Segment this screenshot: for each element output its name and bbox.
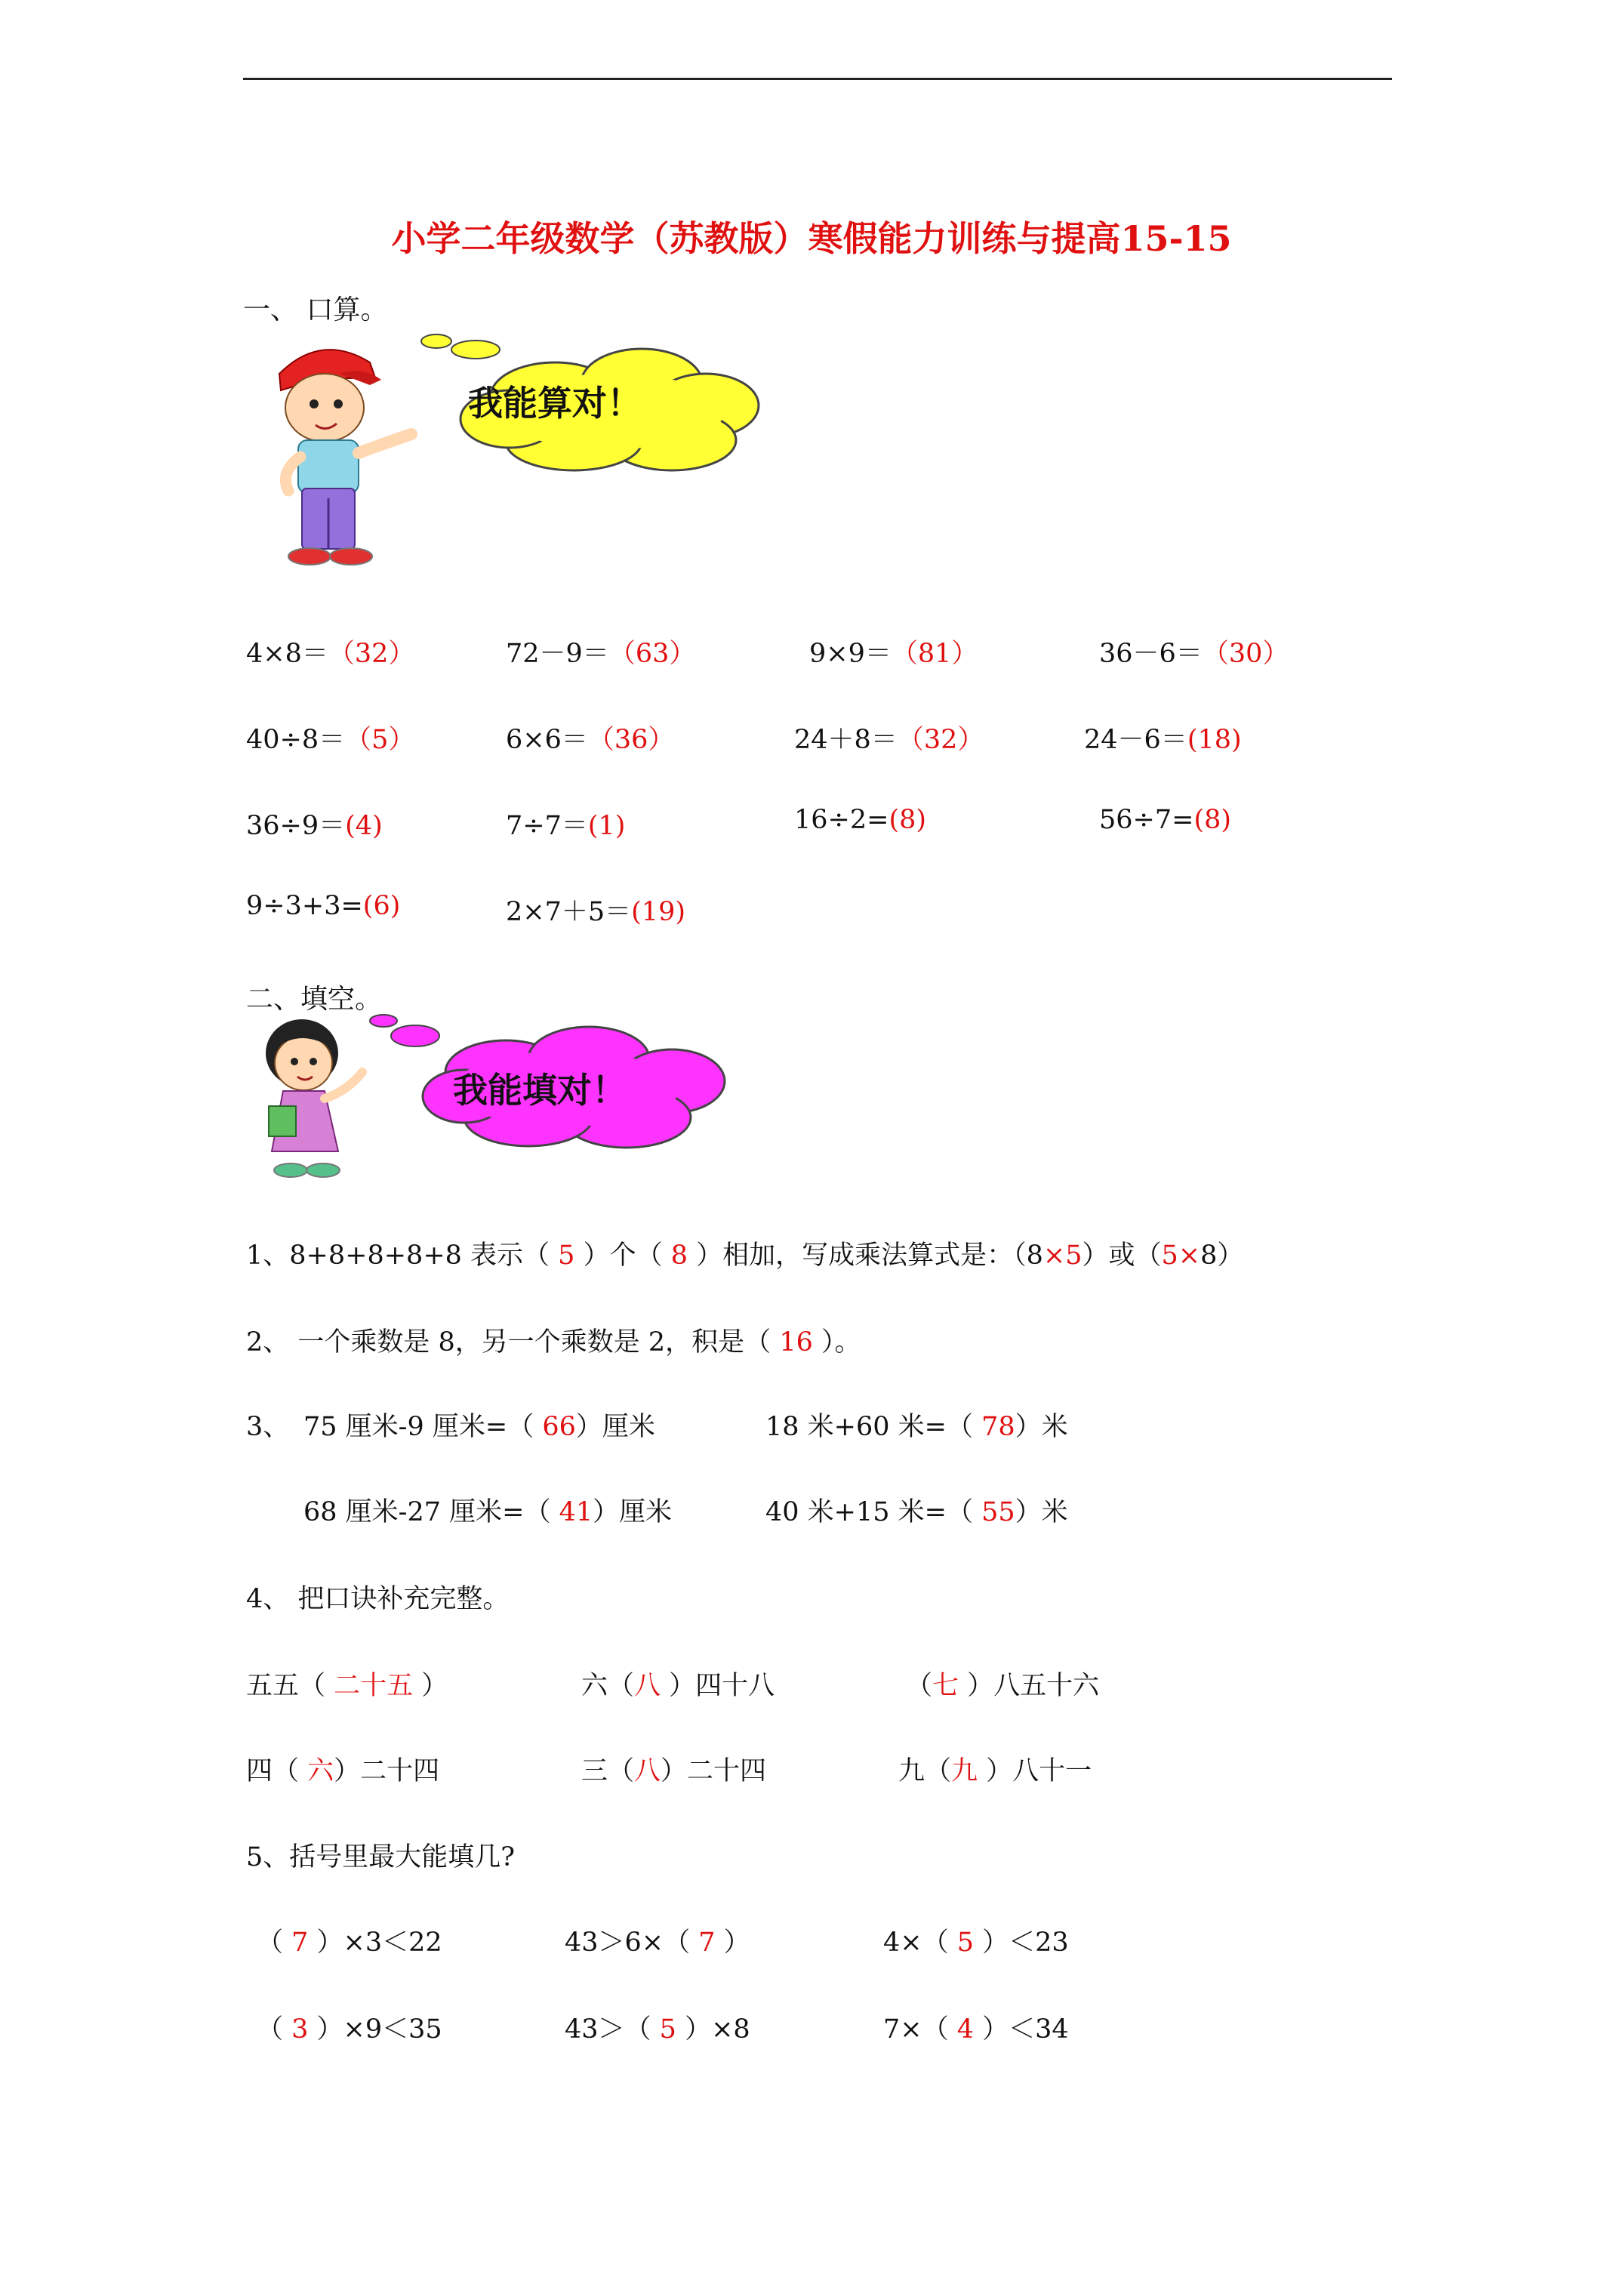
calc-answer: (19) [631, 897, 685, 927]
question-3-number: 3、 [246, 1412, 290, 1442]
text-segment: 43＞6×（ [565, 1928, 699, 1958]
question-4-heading: 4、 把口诀补充完整。 [246, 1584, 510, 1614]
multiplication-rhyme [246, 1750, 439, 1788]
fill-answer: 16 [779, 1327, 813, 1358]
fill-answer: 5× [1161, 1240, 1201, 1271]
text-segment: 9÷3+3= [246, 891, 363, 921]
fill-answer: 七 [932, 1671, 959, 1701]
text-segment: 六（ [581, 1671, 635, 1701]
question-1 [246, 1234, 1243, 1272]
text-segment: 18 米+60 米=（ [765, 1412, 982, 1442]
calc-problem [246, 891, 400, 921]
calc-problem [506, 891, 685, 929]
calc-problem [794, 805, 926, 835]
text-segment: ） [715, 1928, 750, 1958]
calc-answer: (4) [345, 811, 383, 841]
text-segment: 三（ [581, 1756, 635, 1786]
text-segment: 2、 一个乘数是 8，另一个乘数是 2，积是（ [246, 1327, 780, 1358]
text-segment: ）米 [1015, 1497, 1068, 1527]
text-segment: 16÷2= [794, 805, 889, 835]
text-segment: 56÷7= [1099, 805, 1194, 835]
fill-answer: 7 [698, 1928, 716, 1958]
inequality-problem [565, 2008, 750, 2046]
text-segment: 24＋8＝ [794, 725, 898, 755]
calc-answer: （30） [1202, 639, 1289, 669]
multiplication-rhyme [246, 1665, 448, 1703]
text-segment: 四（ [246, 1756, 308, 1786]
bubble-text-2: 我能填对！ [453, 1070, 627, 1111]
fill-answer: 八 [634, 1756, 661, 1786]
fill-answer: 55 [981, 1497, 1015, 1527]
text-segment: ）＜23 [974, 1928, 1069, 1958]
inequality-problem [565, 1922, 750, 1959]
fill-answer: 7 [291, 1928, 309, 1958]
text-segment: 36÷9＝ [246, 811, 346, 841]
inequality-problem [883, 1922, 1069, 1959]
text-segment: 五五（ [246, 1671, 334, 1701]
fill-answer: 八 [634, 1671, 661, 1701]
inequality-problem [883, 2008, 1069, 2046]
text-segment: 九（ [898, 1756, 952, 1786]
calc-problem [506, 719, 674, 757]
text-segment: 40÷8＝ [246, 725, 346, 755]
text-segment: 4×（ [883, 1928, 957, 1958]
calc-problem [506, 633, 695, 670]
inequality-problem [257, 2008, 442, 2046]
bubble-text-1: 我能算对！ [468, 383, 642, 424]
multiplication-rhyme [898, 1750, 1092, 1788]
text-segment: 4×8＝ [246, 639, 328, 669]
question-2 [246, 1321, 861, 1359]
length-problem [303, 1491, 672, 1529]
section1-heading: 一、 口算。 [243, 294, 388, 325]
text-segment: 7×（ [883, 2014, 957, 2045]
text-segment: ）相加，写成乘法算式是：（8 [688, 1240, 1043, 1271]
calc-answer: （81） [891, 639, 978, 669]
thought-dot-small [370, 1015, 397, 1027]
text-segment: ）厘米 [593, 1497, 673, 1527]
text-segment: ）×3＜22 [308, 1928, 442, 1958]
girl-figure [266, 1019, 362, 1177]
multiplication-rhyme [581, 1665, 775, 1703]
text-segment: ）＜34 [974, 2014, 1069, 2045]
text-segment: 43＞（ [565, 2014, 660, 2045]
calc-problem [1084, 719, 1242, 757]
fill-answer: 5 [659, 2014, 676, 2045]
header-rule [243, 78, 1392, 80]
text-segment: 75 厘米-9 厘米=（ [303, 1412, 543, 1442]
boy-illustration [249, 321, 762, 570]
calc-problem [246, 805, 383, 843]
calc-problem [794, 719, 984, 757]
text-segment: 40 米+15 米=（ [765, 1497, 982, 1527]
page-title: 小学二年级数学（苏教版）寒假能力训练与提高15-15 [391, 218, 1232, 259]
text-segment: （ [257, 1928, 292, 1958]
text-segment: ）个（ [574, 1240, 671, 1271]
calc-problem [246, 719, 414, 757]
text-segment: 7÷7＝ [506, 811, 588, 841]
calc-answer: （36） [587, 725, 675, 755]
text-segment: 24－6＝ [1084, 725, 1187, 755]
calc-answer: （5） [345, 725, 415, 755]
text-segment: ）×9＜35 [308, 2014, 442, 2045]
text-segment: 2×7＋5＝ [506, 897, 632, 927]
fill-answer: 4 [956, 2014, 975, 2045]
text-segment: ）二十四 [334, 1756, 440, 1786]
thought-dot-small [421, 334, 451, 348]
text-segment: 6×6＝ [506, 725, 588, 755]
fill-answer: 5 [558, 1240, 575, 1271]
section2-heading: 二、填空。 [246, 984, 383, 1015]
multiplication-rhyme [581, 1750, 766, 1788]
multiplication-rhyme [906, 1665, 1099, 1703]
text-segment: 9×9＝ [809, 639, 892, 669]
text-segment: （ [257, 2014, 292, 2045]
fill-answer: ×5 [1042, 1240, 1083, 1271]
inequality-problem [257, 1922, 442, 1959]
text-segment: ）二十四 [661, 1756, 767, 1786]
thought-dot-medium [451, 341, 500, 359]
calc-answer: (1) [587, 811, 626, 841]
calc-answer: (8) [888, 805, 927, 835]
text-segment: （ [906, 1671, 933, 1701]
calc-answer: (6) [362, 891, 401, 921]
text-segment: 68 厘米-27 厘米=（ [303, 1497, 559, 1527]
boy-figure [279, 350, 411, 565]
text-segment: 1、8+8+8+8+8 表示（ [246, 1240, 559, 1271]
text-segment: ）四十八 [661, 1671, 775, 1701]
text-segment: ）×8 [676, 2014, 750, 2045]
calc-answer: （63） [608, 639, 696, 669]
calc-problem [506, 805, 625, 843]
calc-answer: （32） [897, 725, 984, 755]
fill-answer: 8 [670, 1240, 688, 1271]
question-5-heading: 5、括号里最大能填几? [246, 1842, 516, 1872]
fill-answer: 二十五 [334, 1671, 414, 1701]
length-problem [303, 1406, 655, 1444]
text-segment: 8） [1200, 1240, 1244, 1271]
text-segment: ）八十一 [978, 1756, 1092, 1786]
text-segment: ）或（ [1082, 1240, 1162, 1271]
calc-problem [246, 633, 414, 670]
text-segment: 72－9＝ [506, 639, 609, 669]
text-segment: 36－6＝ [1099, 639, 1203, 669]
length-problem [765, 1406, 1068, 1444]
calc-answer: (18) [1187, 725, 1242, 755]
fill-answer: 3 [291, 2014, 309, 2045]
calc-answer: (8) [1193, 805, 1232, 835]
text-segment: ） [413, 1671, 448, 1701]
length-problem [765, 1491, 1068, 1529]
text-segment: ）米 [1015, 1412, 1068, 1442]
fill-answer: 78 [981, 1412, 1015, 1442]
text-segment: ）。 [812, 1327, 861, 1358]
thought-dot-medium [391, 1025, 439, 1046]
fill-answer: 41 [559, 1497, 593, 1527]
fill-answer: 5 [956, 1928, 975, 1958]
fill-answer: 66 [542, 1412, 576, 1442]
text-segment: ）八五十六 [959, 1671, 1100, 1701]
calc-problem [809, 633, 978, 670]
calc-problem [1099, 633, 1289, 670]
text-segment: ）厘米 [575, 1412, 655, 1442]
fill-answer: 九 [951, 1756, 978, 1786]
calc-problem [1099, 805, 1231, 835]
calc-answer: （32） [328, 639, 415, 669]
fill-answer: 六 [307, 1756, 334, 1786]
